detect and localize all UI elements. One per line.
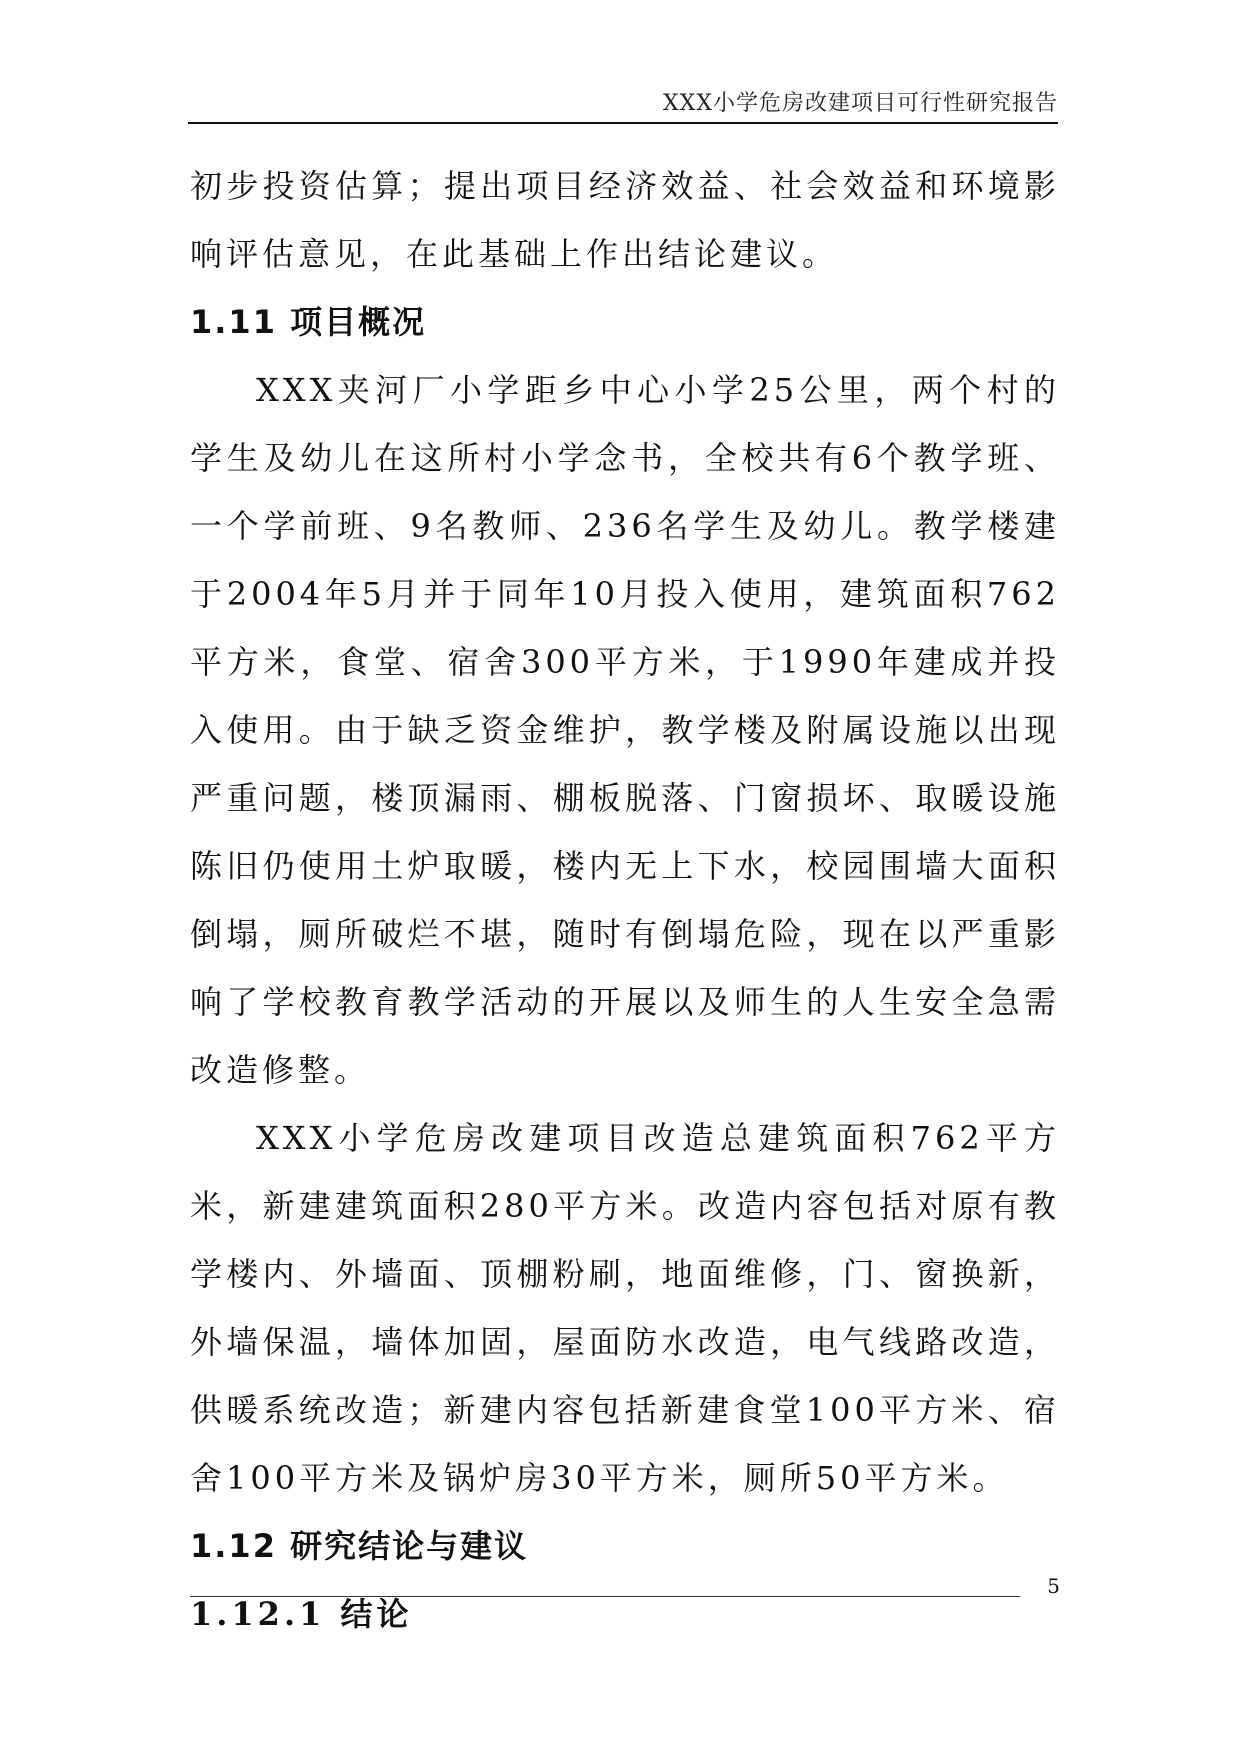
section-heading-conclusions: 1.12 研究结论与建议 xyxy=(190,1527,529,1565)
intro-paragraph: 初步投资估算；提出项目经济效益、社会效益和环境影响评估意见，在此基础上作出结论建议。 xyxy=(190,167,1060,273)
project-overview-paragraph-2: XXX小学危房改建项目改造总建筑面积762平方米，新建建筑面积280平方米。改造内容包括对原有教学楼内、外墙面、顶棚粉刷，地面维修，门、窗换新，外墙保温，墙体加固，屋面防水改造，电气线路改造，供暖系统改造；新建内容包括新建食堂100平方米、宿舍100平方米及锅炉房30平方米，厕所50平方米。 xyxy=(190,1119,1060,1497)
section-heading-project-overview: 1.11 项目概况 xyxy=(190,303,427,341)
subsection-heading-conclusion: 1.12.1 结论 xyxy=(190,1595,413,1633)
project-overview-paragraph-1: XXX夹河厂小学距乡中心小学25公里，两个村的学生及幼儿在这所村小学念书，全校共有6个教学班、一个学前班、9名教师、236名学生及幼儿。教学楼建于2004年5月并于同年10月投入使用，建筑面积762平方米，食堂、宿舍300平方米，于1990年建成并投入使用。由于缺乏资金维护，教学楼及附属设施以出现严重问题，楼顶漏雨、棚板脱落、门窗损坏、取暖设施陈旧仍使用土炉取暖，楼内无上下水，校园围墙大面积倒塌，厕所破烂不堪，随时有倒塌危险，现在以严重影响了学校教育教学活动的开展以及师生的人生安全急需改造修整。 xyxy=(190,371,1060,1089)
document-body xyxy=(190,152,1060,1648)
footer-divider xyxy=(190,1596,1020,1597)
page-number: 5 xyxy=(1047,1574,1060,1598)
header-divider xyxy=(188,122,1058,124)
header-title: XXX小学危房改建项目可行性研究报告 xyxy=(663,91,1058,116)
page-header xyxy=(188,86,1058,122)
